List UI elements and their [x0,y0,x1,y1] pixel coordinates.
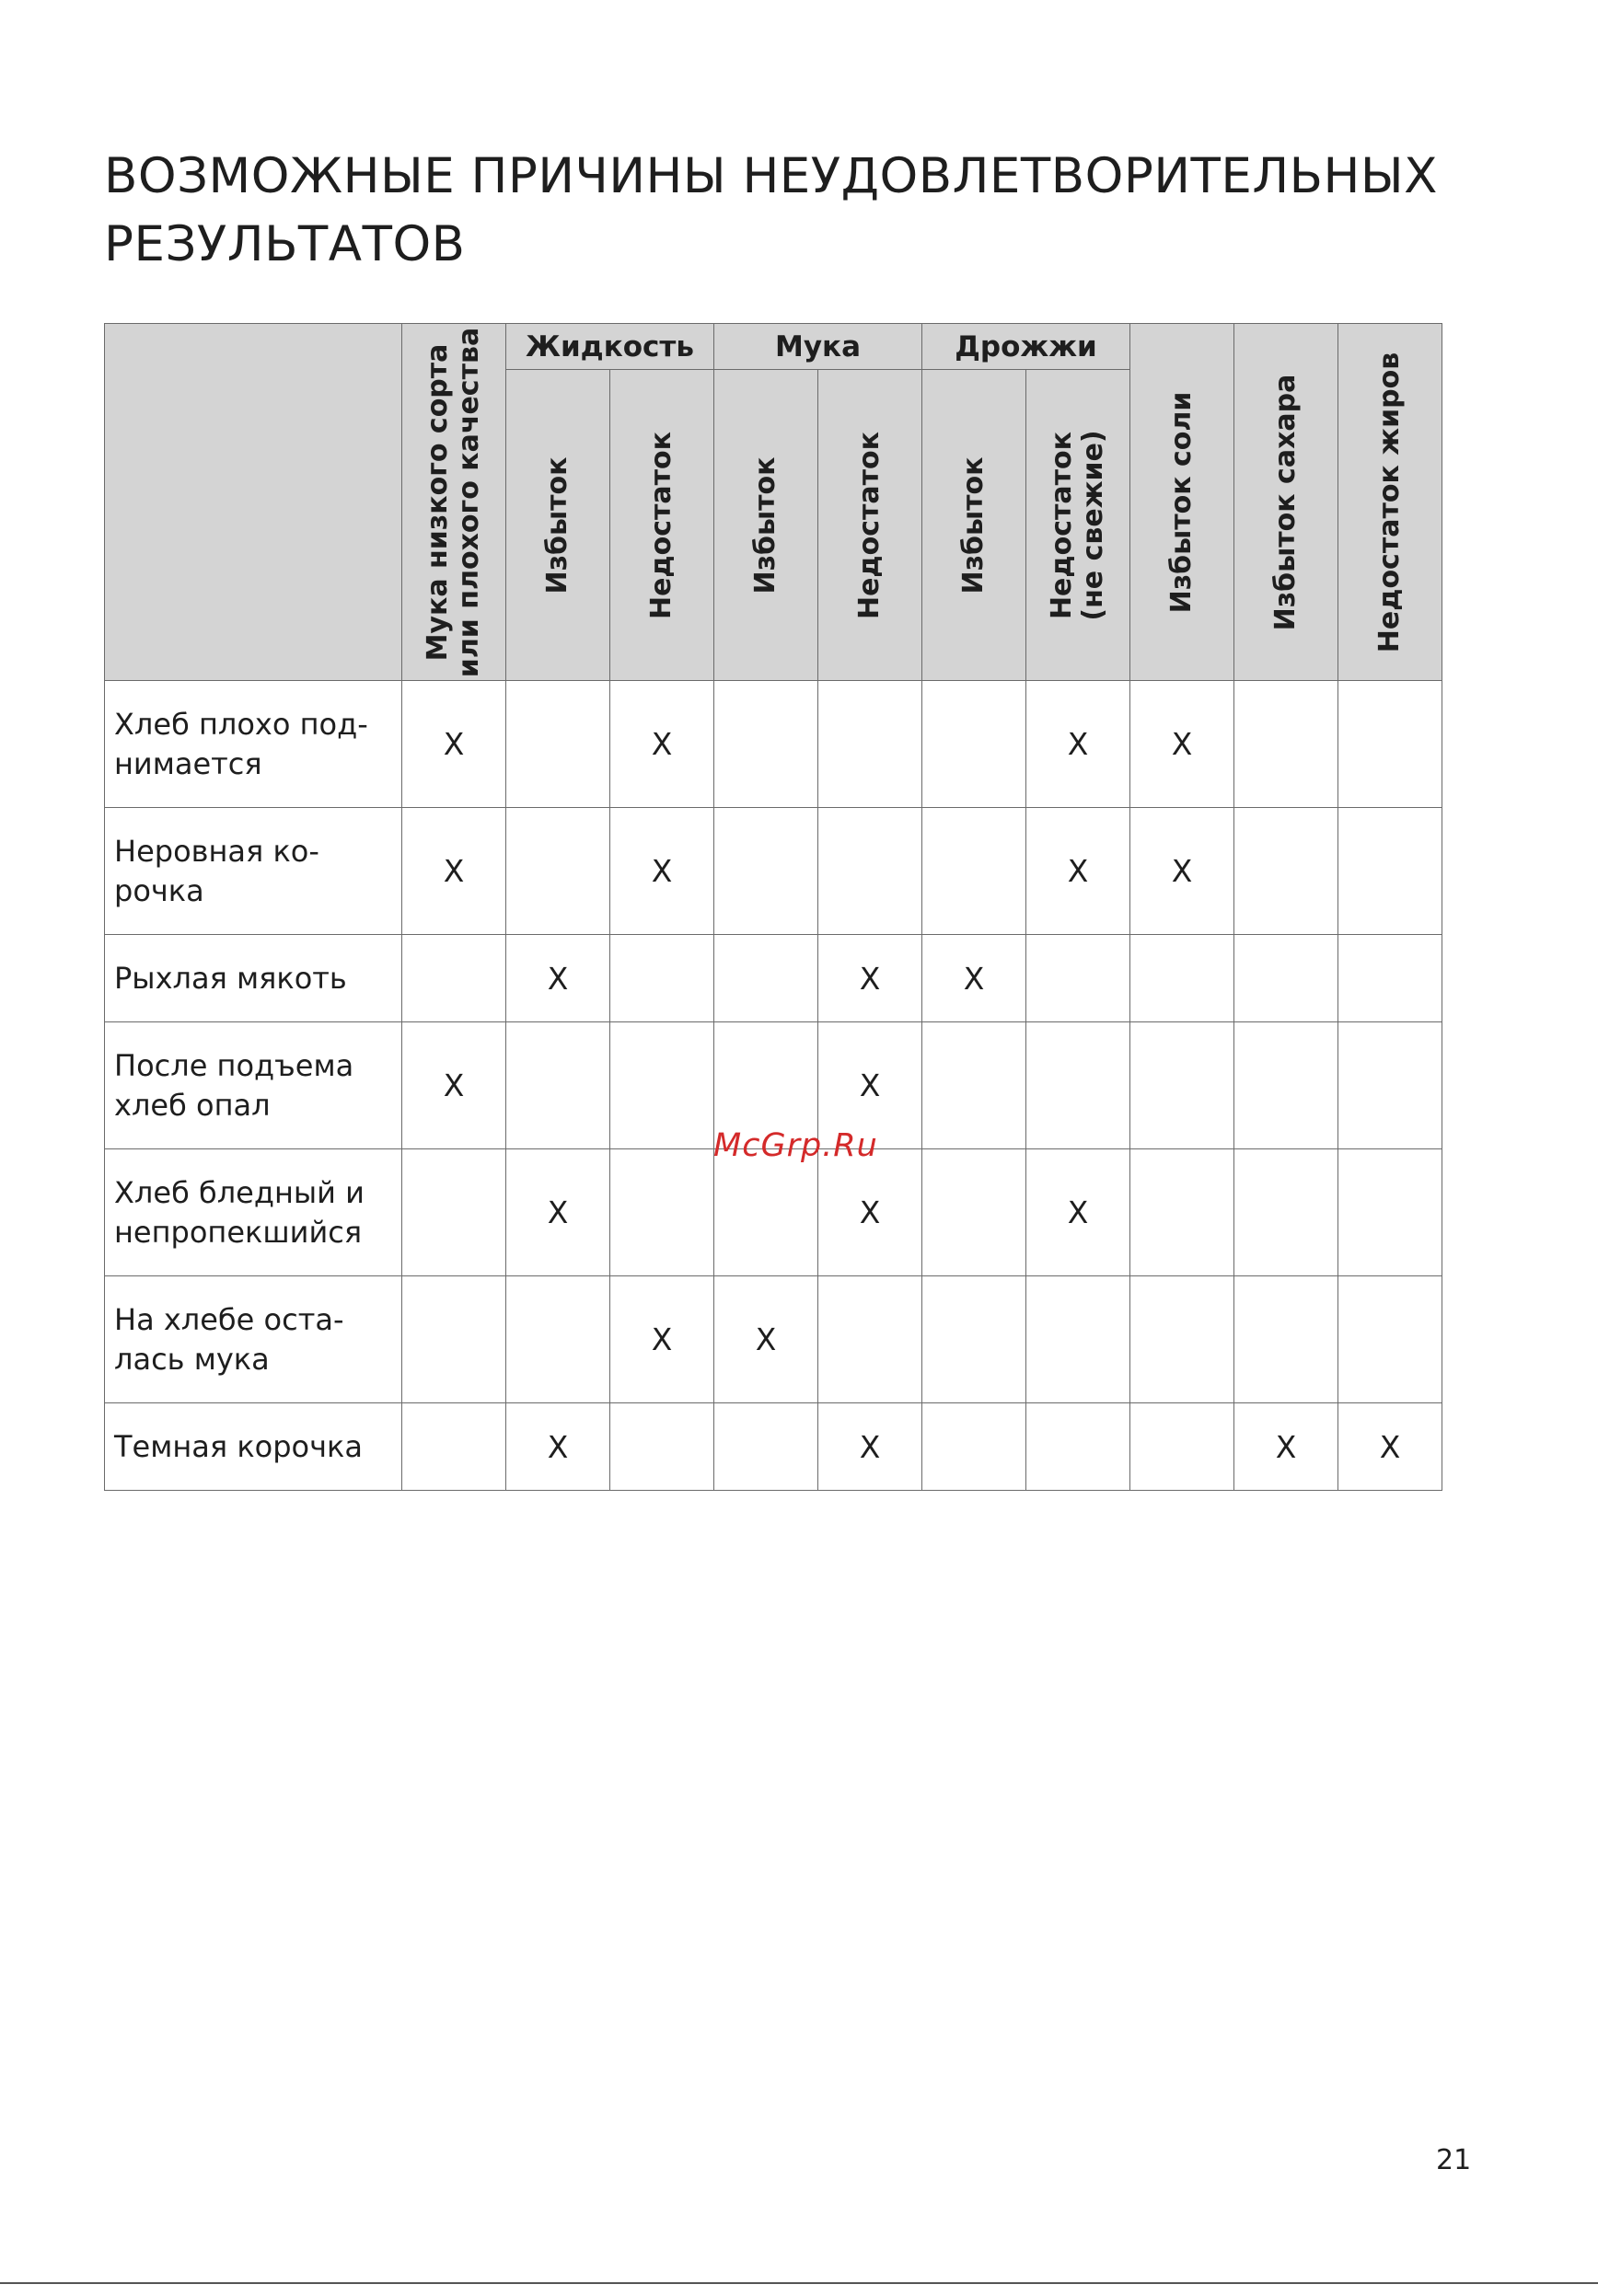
column-header-liquid-lack-text: Недостаток [645,431,677,619]
row-label-line: рочка [114,872,204,908]
cause-mark: X [818,1022,922,1149]
cause-mark [1338,1022,1442,1149]
cause-mark: X [610,681,714,808]
cause-mark [402,935,506,1022]
corner-cell [105,324,402,681]
cause-mark [1234,808,1338,935]
cause-mark: X [818,1149,922,1276]
cause-mark: X [506,1403,610,1491]
column-header-flour-quality-line-2: или плохого качества [453,327,485,677]
cause-mark: X [1338,1403,1442,1491]
row-label-line: После подъема [114,1047,354,1083]
cause-mark [1234,935,1338,1022]
cause-mark [714,1403,818,1491]
cause-mark [714,681,818,808]
page-title-line-2: РЕЗУЛЬТАТОВ [104,216,466,272]
cause-mark: X [1234,1403,1338,1491]
row-label-line: хлеб опал [114,1087,271,1123]
cause-mark [506,1022,610,1149]
cause-mark [402,1403,506,1491]
cause-mark [922,1149,1026,1276]
cause-mark [1026,1022,1130,1149]
group-header-yeast: Дрожжи [922,324,1130,370]
cause-mark [1234,1276,1338,1403]
column-header-sugar-excess [1234,324,1338,681]
cause-mark: X [818,1403,922,1491]
group-header-liquid: Жидкость [506,324,714,370]
cause-mark [714,935,818,1022]
cause-mark [714,1149,818,1276]
table-header [105,324,1442,681]
cause-mark [1338,935,1442,1022]
cause-mark: X [1026,808,1130,935]
row-label-line: Рыхлая мякоть [114,960,347,996]
cause-mark [1026,935,1130,1022]
cause-mark [506,681,610,808]
cause-mark: X [818,935,922,1022]
cause-mark [922,808,1026,935]
cause-mark: X [1026,1149,1130,1276]
column-header-salt-excess-text: Избыток соли [1165,391,1198,613]
cause-mark [1338,808,1442,935]
cause-mark [1130,1276,1234,1403]
cause-mark: X [402,1022,506,1149]
cause-mark [922,1276,1026,1403]
cause-mark [922,681,1026,808]
page-title-line-1: ВОЗМОЖНЫЕ ПРИЧИНЫ НЕУДОВЛЕТВОРИТЕЛЬНЫХ [104,148,1438,204]
cause-mark: X [1130,681,1234,808]
row-label [105,935,402,1022]
cause-mark: X [1026,681,1130,808]
cause-mark [610,1403,714,1491]
watermark: McGrp.Ru [713,1127,878,1164]
row-label-line: лась мука [114,1341,270,1377]
column-header-liquid-lack [610,370,714,681]
column-header-fat-lack [1338,324,1442,681]
column-header-fat-lack-text: Недостаток жиров [1373,352,1407,652]
row-label [105,681,402,808]
cause-mark [1026,1403,1130,1491]
causes-table [104,323,1442,1491]
cause-mark [610,1149,714,1276]
row-label-line: Хлеб бледный и [114,1174,365,1210]
table-row [105,935,1442,1022]
column-header-sugar-excess-text: Избыток сахара [1269,374,1303,630]
column-header-flour-excess-text: Избыток [749,456,782,594]
table-row [105,1403,1442,1491]
column-header-yeast-excess [922,370,1026,681]
column-header-yeast-lack-line-2: (не свежие) [1077,429,1110,621]
cause-mark [818,681,922,808]
cause-mark [1338,1149,1442,1276]
cause-mark [818,808,922,935]
cause-mark [610,935,714,1022]
row-label-line: Хлеб плохо под- [114,706,368,742]
cause-mark [1130,935,1234,1022]
cause-mark: X [402,808,506,935]
cause-mark [506,1276,610,1403]
row-label-line: непропекшийся [114,1214,363,1250]
cause-mark: X [922,935,1026,1022]
table-row [105,681,1442,808]
cause-mark [610,1022,714,1149]
cause-mark [1130,1149,1234,1276]
cause-mark [922,1022,1026,1149]
column-header-yeast-lack [1026,370,1130,681]
column-header-liquid-excess-text: Избыток [541,456,573,594]
table-row [105,808,1442,935]
cause-mark: X [610,1276,714,1403]
row-label-line: Темная корочка [114,1428,363,1464]
page-title [104,143,1485,279]
table-body [105,681,1442,1491]
column-header-flour-lack-text: Недостаток [853,431,886,619]
column-header-flour-excess [714,370,818,681]
cause-mark: X [506,1149,610,1276]
cause-mark [1026,1276,1130,1403]
table-row [105,1149,1442,1276]
cause-mark [1130,1403,1234,1491]
cause-mark: X [610,808,714,935]
column-header-flour-quality [402,324,506,681]
cause-mark: X [714,1276,818,1403]
cause-mark [1338,1276,1442,1403]
cause-mark: X [506,935,610,1022]
column-header-yeast-excess-text: Избыток [957,456,990,594]
row-label-line: нимается [114,745,262,781]
cause-mark [402,1149,506,1276]
column-header-liquid-excess [506,370,610,681]
row-label [105,1403,402,1491]
column-header-flour-lack [818,370,922,681]
cause-mark [1234,1022,1338,1149]
row-label [105,1276,402,1403]
row-label [105,1149,402,1276]
cause-mark: X [1130,808,1234,935]
cause-mark [714,808,818,935]
cause-mark: X [402,681,506,808]
group-header-flour: Мука [714,324,922,370]
table-row [105,1276,1442,1403]
row-label-line: На хлебе оста- [114,1301,344,1337]
cause-mark [922,1403,1026,1491]
row-label [105,808,402,935]
row-label-line: Неровная ко- [114,833,319,869]
column-header-salt-excess [1130,324,1234,681]
cause-mark [1234,681,1338,808]
cause-mark [1338,681,1442,808]
cause-mark [402,1276,506,1403]
column-header-flour-quality-line-1: Мука низкого сорта [422,343,454,661]
cause-mark [818,1276,922,1403]
page-number: 21 [1436,2144,1472,2176]
cause-mark [1234,1149,1338,1276]
cause-mark [506,808,610,935]
column-header-yeast-lack-line-1: Недостаток [1046,431,1079,619]
footer-rule [0,2282,1598,2284]
cause-mark [1130,1022,1234,1149]
row-label [105,1022,402,1149]
